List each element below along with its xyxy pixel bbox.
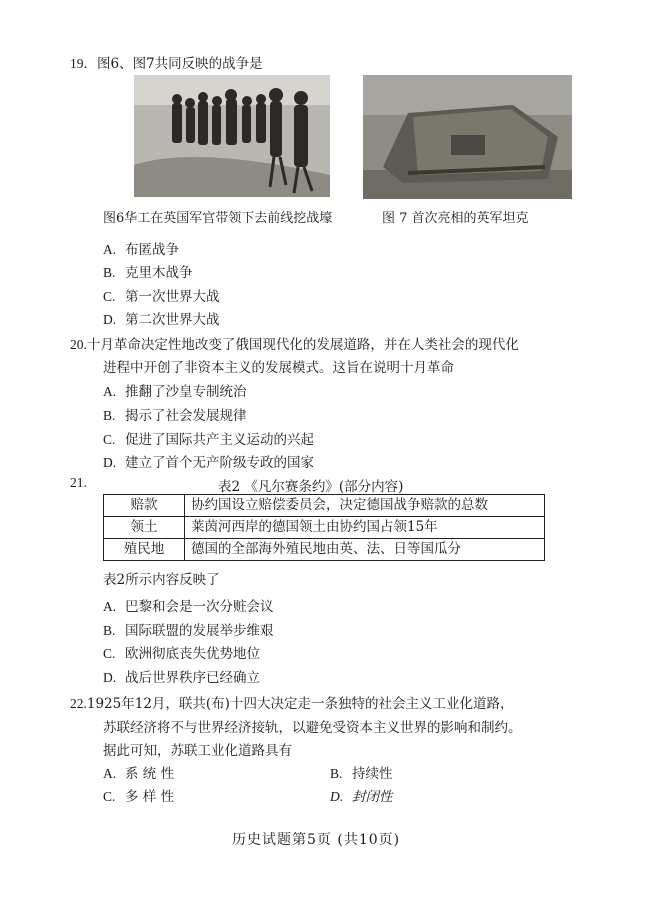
q20-option-a xyxy=(103,380,247,400)
q21-stem: 表2所示内容反映了 xyxy=(103,572,220,588)
table-cell-key: 殖民地 xyxy=(104,539,185,561)
option-text: 系 统 性 xyxy=(125,766,175,782)
option-text: 促进了国际共产主义运动的兴起 xyxy=(125,432,314,448)
table-2-title: 表2 《凡尔赛条约》(部分内容) xyxy=(218,479,404,495)
table-cell-key: 领土 xyxy=(104,517,185,539)
table-row xyxy=(104,495,545,517)
table-row xyxy=(104,539,545,561)
q22-option-a xyxy=(103,762,174,782)
table-cell-value: 德国的全部海外殖民地由英、法、日等国瓜分 xyxy=(185,539,545,561)
q21-number: 21. xyxy=(70,475,87,490)
q22-option-c xyxy=(103,785,174,805)
option-letter: D. xyxy=(330,789,344,804)
option-letter: A. xyxy=(103,599,117,614)
q19-stem xyxy=(70,52,263,72)
option-letter: B. xyxy=(330,766,343,781)
q21-option-d xyxy=(103,666,260,686)
option-text: 持续性 xyxy=(352,766,393,782)
figure-6-caption: 图6华工在英国军官带领下去前线挖战壕 xyxy=(103,211,333,226)
option-text: 欧洲彻底丧失优势地位 xyxy=(125,646,260,662)
q22-stem-line1 xyxy=(70,692,513,712)
figure-7-image xyxy=(363,75,572,199)
option-text: 推翻了沙皇专制统治 xyxy=(125,384,247,400)
figure-6-photo xyxy=(134,75,330,197)
option-text: 建立了首个无产阶级专政的国家 xyxy=(125,455,314,471)
option-text: 国际联盟的发展举步维艰 xyxy=(125,623,274,639)
q21-option-a xyxy=(103,595,274,615)
q19-option-c xyxy=(103,285,220,305)
q20-option-c xyxy=(103,428,314,448)
q20-stem-line2: 进程中开创了非资本主义的发展模式。这旨在说明十月革命 xyxy=(103,360,454,376)
q19-option-d xyxy=(103,308,220,328)
option-text: 揭示了社会发展规律 xyxy=(125,408,247,424)
figure-7-photo xyxy=(363,75,572,199)
option-letter: C. xyxy=(103,789,116,804)
option-letter: B. xyxy=(103,408,116,423)
option-text: 布匿战争 xyxy=(125,242,179,258)
option-text: 封闭性 xyxy=(352,789,393,805)
q22-option-b xyxy=(330,762,393,782)
q22-number: 22. xyxy=(70,696,87,711)
option-letter: A. xyxy=(103,766,117,781)
q19-number: 19． xyxy=(70,56,97,71)
option-text: 巴黎和会是一次分赃会议 xyxy=(125,599,274,615)
page-footer: 历史试题第5页 (共10页) xyxy=(232,832,401,848)
option-letter: B. xyxy=(103,623,116,638)
option-letter: C. xyxy=(103,289,116,304)
option-letter: A. xyxy=(103,384,117,399)
q19-option-b xyxy=(103,261,193,281)
table-cell-value: 协约国设立赔偿委员会，决定德国战争赔款的总数 xyxy=(185,495,545,517)
option-text: 第一次世界大战 xyxy=(125,289,220,305)
option-letter: B. xyxy=(103,265,116,280)
q19-option-a xyxy=(103,238,179,258)
q22-option-d xyxy=(330,785,393,805)
figure-7-caption: 图 7 首次亮相的英军坦克 xyxy=(382,211,529,226)
figure-6-image xyxy=(134,75,330,197)
q20-option-d xyxy=(103,451,314,471)
q22-stem-text1: 1925年12月，联共(布)十四大决定走一条独特的社会主义工业化道路， xyxy=(86,696,514,712)
option-letter: A. xyxy=(103,242,117,257)
table-row xyxy=(104,517,545,539)
table-cell-key: 赔款 xyxy=(104,495,185,517)
option-text: 第二次世界大战 xyxy=(125,312,220,328)
option-text: 克里木战争 xyxy=(125,265,193,281)
option-letter: C. xyxy=(103,432,116,447)
option-letter: D. xyxy=(103,312,117,327)
q20-number: 20. xyxy=(70,337,87,352)
option-text: 多 样 性 xyxy=(125,789,175,805)
option-letter: C. xyxy=(103,646,116,661)
q22-stem-line3: 据此可知，苏联工业化道路具有 xyxy=(103,743,292,759)
table-cell-value: 莱茵河西岸的德国领土由协约国占领15年 xyxy=(185,517,545,539)
q21-option-b xyxy=(103,619,274,639)
q21-option-c xyxy=(103,642,260,662)
q20-stem-line1 xyxy=(70,333,519,353)
q20-option-b xyxy=(103,404,247,424)
option-letter: D. xyxy=(103,455,117,470)
option-text: 战后世界秩序已经确立 xyxy=(125,670,260,686)
treaty-table xyxy=(103,494,545,561)
q20-stem-text1: 十月革命决定性地改变了俄国现代化的发展道路，并在人类社会的现代化 xyxy=(86,337,519,353)
q19-stem-text: 图6、图7共同反映的战争是 xyxy=(97,56,263,72)
option-letter: D. xyxy=(103,670,117,685)
q22-stem-line2: 苏联经济将不与世界经济接轨，以避免受资本主义世界的影响和制约。 xyxy=(103,720,522,736)
